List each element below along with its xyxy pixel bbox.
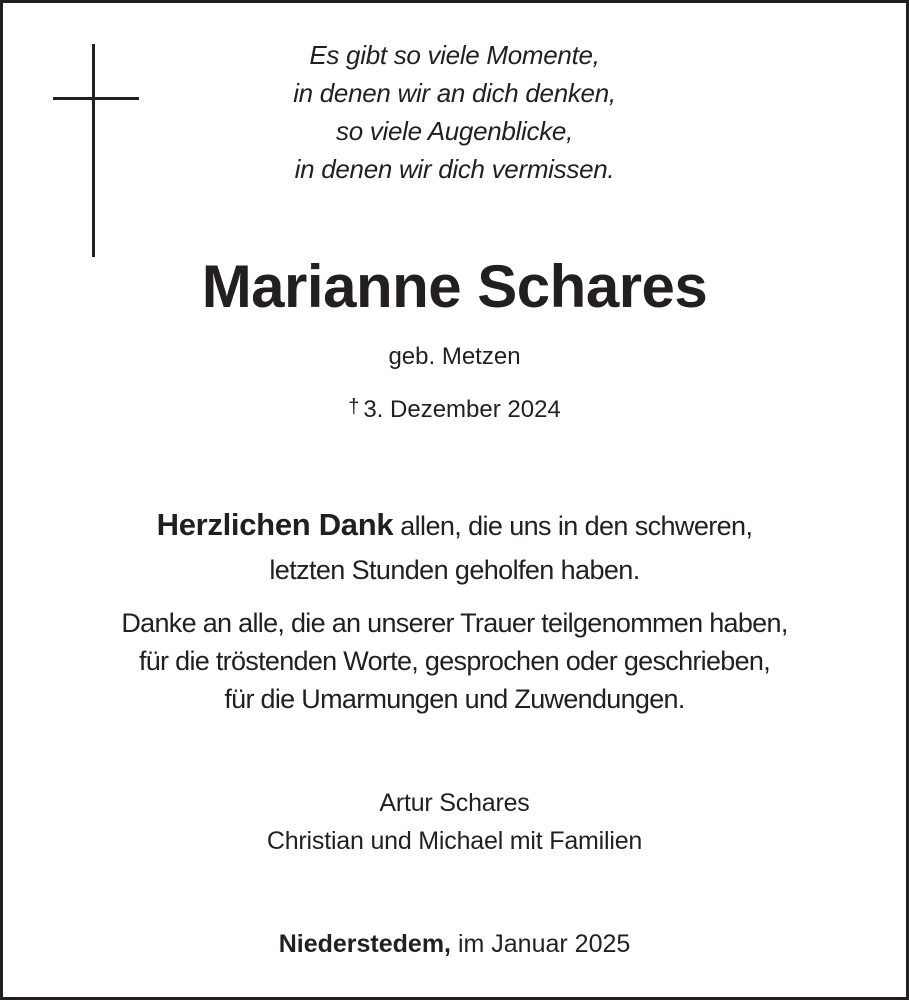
gratitude-paragraph <box>3 604 906 718</box>
poem-line: in denen wir dich vermissen. <box>294 154 615 184</box>
thanks-lead: Herzlichen Dank <box>156 507 394 542</box>
death-date-line <box>3 389 906 428</box>
gratitude-line: für die Umarmungen und Zuwendungen. <box>224 684 685 714</box>
place-and-date <box>3 925 906 963</box>
thanks-line-1 <box>3 503 906 548</box>
signer-line: Christian und Michael mit Familien <box>266 827 643 855</box>
poem-line: Es gibt so viele Momente, <box>309 40 600 70</box>
memorial-poem <box>3 36 906 188</box>
thanks-text: allen, die uns in den schweren, <box>400 511 753 541</box>
gratitude-line: für die tröstenden Worte, gesprochen oder geschrieben, <box>138 646 771 676</box>
thanks-line-2: letzten Stunden geholfen haben. <box>269 555 640 585</box>
signers <box>3 784 906 860</box>
signer-line: Artur Schares <box>379 789 530 817</box>
deceased-name: Marianne Schares <box>201 253 708 320</box>
maiden-name: geb. Metzen <box>388 343 521 370</box>
town: Niederstedem, <box>278 930 451 958</box>
poem-line: in denen wir an dich denken, <box>293 78 616 108</box>
notice-date: im Januar 2025 <box>457 930 631 958</box>
death-date: 3. Dezember 2024 <box>363 396 561 423</box>
thanks-paragraph <box>3 503 906 592</box>
poem-line: so viele Augenblicke, <box>336 116 573 146</box>
gratitude-line: Danke an alle, die an unserer Trauer teilgenommen haben, <box>121 608 788 638</box>
dagger-icon: † <box>348 396 360 418</box>
